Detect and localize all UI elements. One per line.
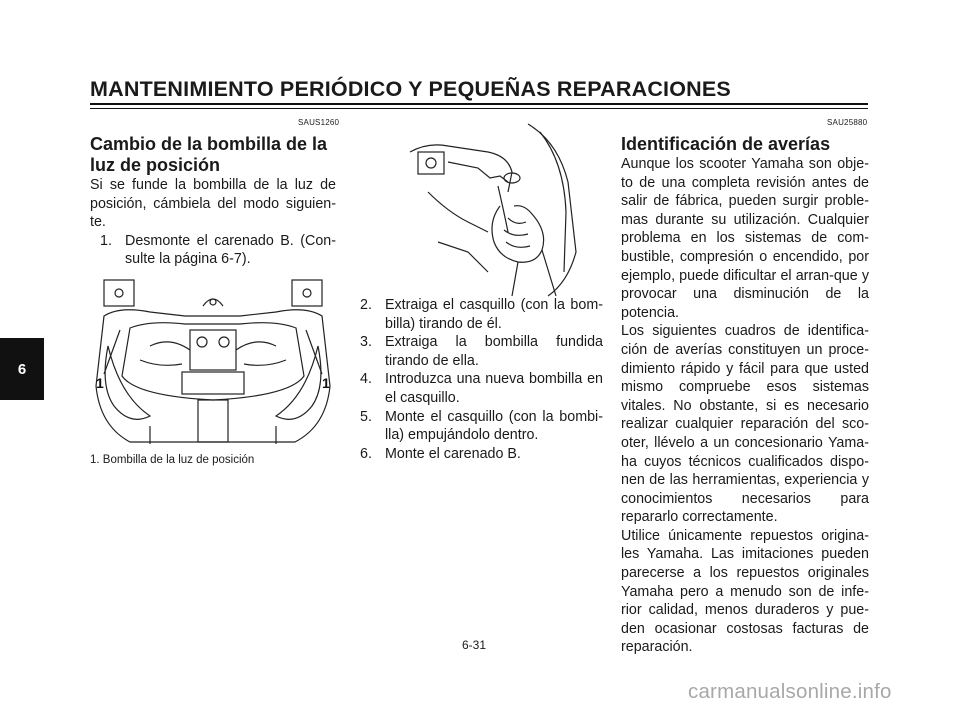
step-text: Introduzca una nueva bombilla en el casquillo. — [385, 371, 603, 406]
section-title-line2: luz de posición — [90, 155, 221, 175]
list-item — [90, 232, 336, 269]
steps-continued — [360, 296, 603, 463]
list-item — [360, 296, 603, 333]
step-text: Extraiga el casquillo (con la bom-billa) tirando de él. — [385, 297, 603, 332]
header-rule — [90, 103, 868, 105]
step-text: Monte el casquillo (con la bombi-lla) empujándolo dentro. — [385, 408, 603, 444]
step-number: 2. — [360, 297, 372, 313]
section-title — [90, 134, 336, 176]
steps-list-continued — [360, 296, 603, 463]
step-number: 5. — [360, 408, 372, 425]
section-troubleshooting — [621, 134, 869, 657]
list-item — [360, 408, 603, 445]
steps-list — [90, 232, 336, 269]
list-item — [360, 370, 603, 407]
section-title: Identificación de averías — [621, 134, 831, 154]
section-position-light — [90, 134, 336, 269]
list-item — [360, 333, 603, 370]
list-item — [360, 445, 603, 464]
section-code: SAUS1260 — [298, 118, 340, 127]
fairing-illustration — [90, 276, 336, 446]
page-number: 6-31 — [462, 638, 487, 652]
step-text: Desmonte el carenado B. (Con-sulte la página 6-7). — [125, 232, 336, 268]
paragraph: Aunque los scooter Yamaha son obje-to de una completa revisión antes de salir de fábrica, pueden surgir proble-mas durante su utilización. Cualquier problema en los sistemas de com-bustible, compresión o encendido, por ejemplo, puede dificultar el arran-que y provocar una disminución de la potencia. — [621, 156, 869, 321]
step-text: Extraiga la bombilla fundida tirando de ella. — [385, 334, 603, 369]
header-rule-thin — [90, 108, 868, 109]
section-title-line1: Cambio de la bombilla de la — [90, 134, 328, 154]
step-text: Monte el carenado B. — [385, 445, 521, 462]
paragraph: Los siguientes cuadros de identifica-ción de averías constituyen un proce-dimiento rápido y fácil para que usted mismo compruebe esos sistemas vitales. No obstante, si es necesario realizar cualquier reparación del sco-oter, llévelo a un concesionario Yama-ha cuyos técnicos cualificados dispo-nen de las herramientas, experiencia y conocimientos necesarios para repararlo correctamente. — [621, 323, 869, 526]
page-header-title: MANTENIMIENTO PERIÓDICO Y PEQUEÑAS REPARACIONES — [90, 77, 731, 101]
callout-label-left: 1 — [96, 375, 104, 391]
paragraph: Utilice únicamente repuestos origina-les Yamaha. Las imitaciones pueden parecerse a los repuestos originales Yamaha pero a menudo son de infe-rior calidad, menos duraderos y pue-den ocasionar costosas facturas de reparación. — [621, 527, 869, 656]
watermark: carmanualsonline.info — [688, 680, 892, 703]
step-number: 4. — [360, 371, 372, 388]
socket-removal-illustration — [408, 122, 580, 298]
intro-paragraph: Si se funde la bombilla de la luz de posición, cámbiela del modo siguien-te. — [90, 177, 336, 231]
step-number: 1. — [100, 232, 112, 249]
chapter-tab: 6 — [0, 338, 44, 400]
callout-label-right: 1 — [322, 375, 330, 391]
step-number: 6. — [360, 445, 372, 462]
section-code: SAU25880 — [827, 118, 868, 127]
figure-caption: 1. Bombilla de la luz de posición — [90, 454, 255, 466]
step-number: 3. — [360, 334, 372, 351]
